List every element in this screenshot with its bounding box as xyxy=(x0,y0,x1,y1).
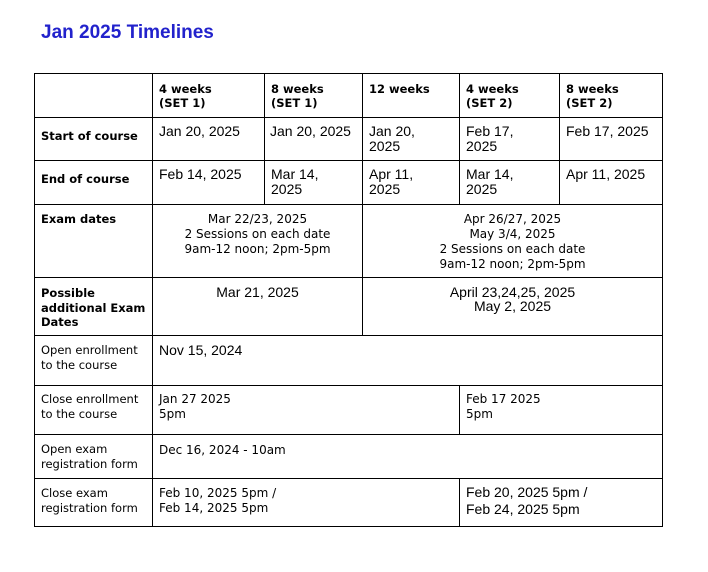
header-sublabel: (SET 2) xyxy=(466,96,513,110)
value-text: Feb 17, xyxy=(466,123,514,139)
open-exam-registration-row xyxy=(35,435,663,479)
header-row xyxy=(35,74,663,118)
value-cell xyxy=(560,161,663,205)
row-label-line: registration form xyxy=(41,501,138,515)
exam-dates-set1 xyxy=(153,205,363,278)
additional-date-text: April 23,24,25, 2025 xyxy=(449,284,576,300)
close-enrollment-set1 xyxy=(153,386,460,435)
value-cell xyxy=(363,118,460,161)
close-exam-text: Feb 10, 2025 5pm / xyxy=(159,486,277,500)
value-cell xyxy=(560,118,663,161)
exam-date-text: Apr 26/27, 2025 xyxy=(463,212,562,226)
value-text: Apr 11, xyxy=(369,166,414,182)
close-enrollment-set2 xyxy=(460,386,663,435)
close-exam-registration-row xyxy=(35,479,663,527)
start-of-course-row xyxy=(35,118,663,161)
exam-date-text: Mar 22/23, 2025 xyxy=(207,212,308,226)
row-label-line: Close exam xyxy=(41,486,108,500)
value-text: 2025 xyxy=(369,181,401,197)
close-exam-set2 xyxy=(460,479,663,527)
header-label: 8 weeks xyxy=(271,82,324,96)
value-text: Feb 14, 2025 xyxy=(159,166,242,182)
open-enrollment-row xyxy=(35,336,663,386)
value-cell xyxy=(460,118,560,161)
row-label-line: Open enrollment xyxy=(41,343,138,357)
row-label: End of course xyxy=(35,161,153,205)
exam-dates-set2 xyxy=(363,205,663,278)
value-text: Mar 14, xyxy=(466,166,514,182)
row-label xyxy=(35,479,153,527)
exam-time-text: 9am-12 noon; 2pm-5pm xyxy=(184,242,331,256)
row-label: Start of course xyxy=(35,118,153,161)
additional-dates-set2 xyxy=(363,278,663,336)
additional-date-text: May 2, 2025 xyxy=(473,298,552,314)
additional-date-text: Mar 21, 2025 xyxy=(216,284,299,300)
page-title: Jan 2025 Timelines xyxy=(41,22,214,43)
close-exam-text: Feb 14, 2025 5pm xyxy=(159,501,269,515)
row-label-line: to the course xyxy=(41,358,118,372)
exam-date-text: May 3/4, 2025 xyxy=(469,227,556,241)
value-cell xyxy=(363,161,460,205)
header-sublabel: (SET 1) xyxy=(159,96,206,110)
value-text: Jan 20, 2025 xyxy=(270,123,351,139)
close-time-text: 5pm xyxy=(466,407,493,421)
value-text: Jan 20, xyxy=(369,123,415,139)
value-cell xyxy=(153,161,265,205)
header-8-weeks-set2 xyxy=(560,74,663,118)
header-sublabel: (SET 2) xyxy=(566,96,613,110)
header-label: 4 weeks xyxy=(159,82,212,96)
header-12-weeks xyxy=(363,74,460,118)
row-label-line: Possible xyxy=(41,286,95,300)
close-date-text: Feb 17 2025 xyxy=(466,392,541,406)
additional-dates-set1 xyxy=(153,278,363,336)
header-4-weeks-set2 xyxy=(460,74,560,118)
row-label-line: Dates xyxy=(41,315,79,329)
exam-dates-row xyxy=(35,205,663,278)
value-text: Jan 20, 2025 xyxy=(159,123,240,139)
value-cell xyxy=(153,118,265,161)
value-cell xyxy=(265,161,363,205)
value-cell xyxy=(265,118,363,161)
additional-exam-dates-row xyxy=(35,278,663,336)
header-label: 8 weeks xyxy=(566,82,619,96)
row-label xyxy=(35,336,153,386)
exam-time-text: 9am-12 noon; 2pm-5pm xyxy=(439,257,586,271)
open-enrollment-value: Nov 15, 2024 xyxy=(153,336,663,386)
row-label-line: Open exam xyxy=(41,442,108,456)
close-date-text: Jan 27 2025 xyxy=(159,392,231,406)
value-text: Feb 17, 2025 xyxy=(566,123,649,139)
row-label-line: to the course xyxy=(41,407,118,421)
close-time-text: 5pm xyxy=(159,407,186,421)
row-label-line: additional Exam xyxy=(41,300,146,315)
row-label-line: Close enrollment xyxy=(41,392,139,406)
timelines-table xyxy=(34,73,663,527)
value-text: 2025 xyxy=(466,138,498,154)
exam-session-text: 2 Sessions on each date xyxy=(439,242,586,256)
value-text: 2025 xyxy=(466,181,498,197)
header-sublabel: (SET 1) xyxy=(271,96,318,110)
close-exam-text: Feb 24, 2025 5pm xyxy=(466,501,580,517)
open-exam-value: Dec 16, 2024 - 10am xyxy=(153,435,663,479)
row-label: Exam dates xyxy=(35,205,153,278)
value-text: Apr 11, 2025 xyxy=(566,166,646,182)
value-text: 2025 xyxy=(271,181,303,197)
header-corner-cell xyxy=(35,74,153,118)
close-exam-text: Feb 20, 2025 5pm / xyxy=(466,484,588,500)
end-of-course-row xyxy=(35,161,663,205)
value-text: Mar 14, xyxy=(271,166,319,182)
row-label xyxy=(35,435,153,479)
row-label xyxy=(35,386,153,435)
row-label-line: registration form xyxy=(41,457,138,471)
close-exam-set1 xyxy=(153,479,460,527)
value-text: 2025 xyxy=(369,138,401,154)
header-8-weeks-set1 xyxy=(265,74,363,118)
header-label: 4 weeks xyxy=(466,82,519,96)
exam-session-text: 2 Sessions on each date xyxy=(184,227,331,241)
close-enrollment-row xyxy=(35,386,663,435)
header-4-weeks-set1 xyxy=(153,74,265,118)
row-label xyxy=(35,278,153,336)
header-label: 12 weeks xyxy=(369,82,430,96)
value-cell xyxy=(460,161,560,205)
